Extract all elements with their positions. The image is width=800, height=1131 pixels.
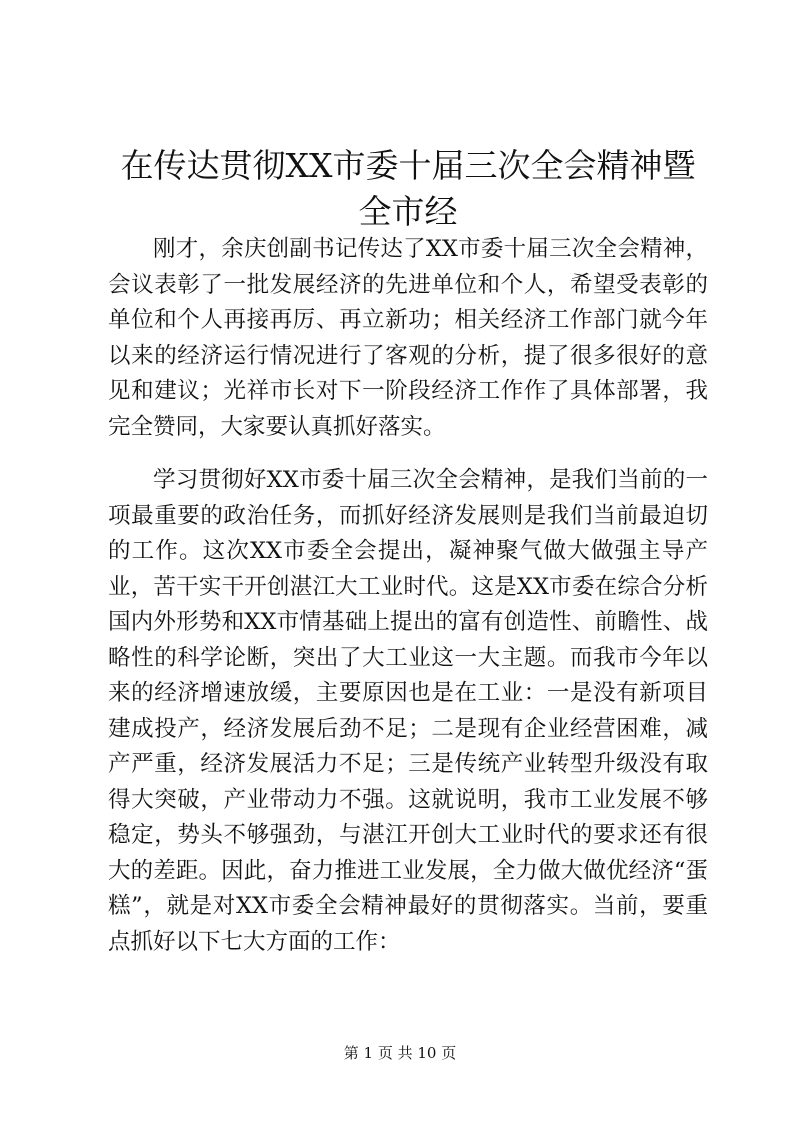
paragraph: 学习贯彻好XX市委十届三次全会精神，是我们当前的一项最重要的政治任务，而抓好经济发展则是我们当前最迫切的工作。这次XX市委全会提出，凝神聚气做大做强主导产业，苦干实干开创湛江大工业时代。这是XX市委在综合分析国内外形势和XX市情基础上提出的富有创造性、前瞻性、战略性的科学论断，突出了大工业这一大主题。而我市今年以来的经济增速放缓，主要原因也是在工业：一是没有新项目建成投产，经济发展后劲不足；二是现有企业经营困难，减产严重，经济发展活力不足；三是传统产业转型升级没有取得大突破，产业带动力不强。这就说明，我市工业发展不够稳定，势头不够强劲，与湛江开创大工业时代的要求还有很大的差距。因此，奋力推进工业发展，全力做大做优经济“蛋糕”，就是对XX市委全会精神最好的贯彻落实。当前，要重点抓好以下七大方面的工作：: [108, 467, 708, 955]
paragraph: 刚才，余庆创副书记传达了XX市委十届三次全会精神，会议表彰了一批发展经济的先进单位和个人，希望受表彰的单位和个人再接再厉、再立新功；相关经济工作部门就今年以来的经济运行情况进行了客观的分析，提了很多很好的意见和建议；光祥市长对下一阶段经济工作作了具体部署，我完全赞同，大家要认真抓好落实。: [108, 236, 708, 440]
page-number-footer: 第 1 页 共 10 页: [343, 1044, 457, 1062]
document-title: 在传达贯彻XX市委十届三次全会精神暨全市经: [120, 146, 696, 231]
document-body: [108, 232, 708, 960]
